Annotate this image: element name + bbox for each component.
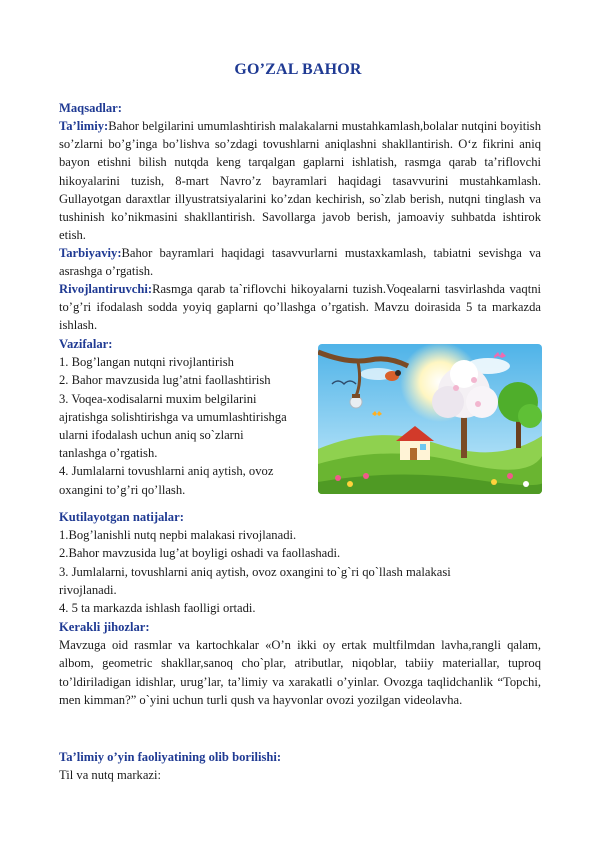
educational-goal-paragraph — [59, 117, 541, 244]
result-line: 3. Jumlalarni, tovushlarni aniq aytish, ovoz oxangini to`g`ri qo`llash malakasi — [59, 564, 451, 579]
tasks-heading: Vazifalar: — [59, 337, 113, 351]
activity-section — [59, 748, 541, 784]
task-line: 1. Bog’langan nutqni rivojlantirish — [59, 355, 234, 370]
results-heading: Kutilayotgan natijalar: — [59, 510, 184, 524]
developmental-goal-label: Rivojlantiruvchi: — [59, 282, 153, 296]
upbringing-goal-text: Bahor bayramlari haqidagi tasavvurlarni mustaxkamlash, tabiatni sevishga va asrashga o’rgatish. — [59, 246, 541, 279]
activity-subline: Til va nutq markazi: — [59, 768, 162, 783]
educational-goal-label: Ta’limiy: — [59, 119, 109, 133]
task-line: oxangini to’g’ri qo’llash. — [59, 482, 186, 497]
task-line: ularni ifodalash uchun aniq so`zlarni — [59, 427, 244, 442]
upbringing-goal-label: Tarbiyaviy: — [59, 246, 122, 260]
upbringing-goal-paragraph — [59, 244, 541, 280]
activity-heading: Ta’limiy o’yin faoliyatining olib borilishi: — [59, 750, 282, 764]
developmental-goal-text: Rasmga qarab ta`riflovchi hikoyalarni tuzish.Voqealarni tasvirlashda vaqtni to’g’ri ifodalash sodda yoyiq gaplarni qo’llashga o’rgatish. Mavzu doirasida 5 ta markazda ishlash. — [59, 282, 541, 333]
result-line: 2.Bahor mavzusida lug’at boyligi oshadi va faollashadi. — [59, 546, 341, 561]
task-line: 4. Jumlalarni tovushlarni aniq aytish, ovoz — [59, 464, 274, 479]
goals-section — [59, 99, 541, 117]
developmental-goal-paragraph — [59, 280, 541, 335]
spring-landscape-illustration — [318, 344, 542, 494]
task-line: 2. Bahor mavzusida lug’atni faollashtirish — [59, 373, 271, 388]
result-line: rivojlanadi. — [59, 582, 117, 597]
spring-landscape-icon — [318, 344, 542, 494]
page-title: GO’ZAL BAHOR — [234, 61, 362, 78]
equipment-text: Mavzuga oid rasmlar va kartochkalar «O’n ikki oy ertak multfilmdan lavha,rangli qalam, albom, geometric shakllar,sanoq cho`plar, atributlar, niqoblar, tabiiy materiallar, tuproq to’ldiriladigan idishlar, urug’lar, ta’limiy va xarakatli o’yinlar. Ovozga taqlidchanlik “Topchi, men kimman?” o`yini uchun turli qush va hayvonlar ovozi yozilgan videolavha. — [59, 638, 541, 707]
task-line: 3. Voqea-xodisalarni muxim belgilarini — [59, 391, 257, 406]
equipment-section — [59, 618, 541, 709]
results-section — [59, 508, 541, 617]
task-line: tanlashga o’rgatish. — [59, 446, 158, 461]
educational-goal-text: Bahor belgilarini umumlashtirish malakalarni mustahkamlash,bolalar nutqini boyitish so’zlarni bo’g’inga bo’lishva so’zdagi tovushlarni aniqlashni shakllantirish. O‘z fikrini aniq bayon etishni bilish nutqda keng tarqalgan gaplarni ishlatish, rasmga qarab ta’riflovchi hikoyalarini tuzish, 8-mart Navro’z bayramlari haqidagi tasavvurini mustahkamlash. Gullayotgan daraxtlar illyustratsiyalarini ko’zdan kechirish, so`zlab berish, nutqni tinglash va tushinish ko’nikmasini shakllantirish. Savollarga javob berish, jamoaviy suhbatda ishtirok etish. — [59, 119, 541, 243]
result-line: 1.Bog’lanishli nutq nepbi malakasi rivojlanadi. — [59, 528, 297, 543]
task-line: ajratishga solishtirishga va umumlashtirishga — [59, 409, 287, 424]
tasks-section — [59, 335, 309, 499]
result-line: 4. 5 ta markazda ishlash faolligi ortadi. — [59, 600, 256, 615]
equipment-heading: Kerakli jihozlar: — [59, 620, 150, 634]
goals-heading: Maqsadlar: — [59, 101, 122, 115]
